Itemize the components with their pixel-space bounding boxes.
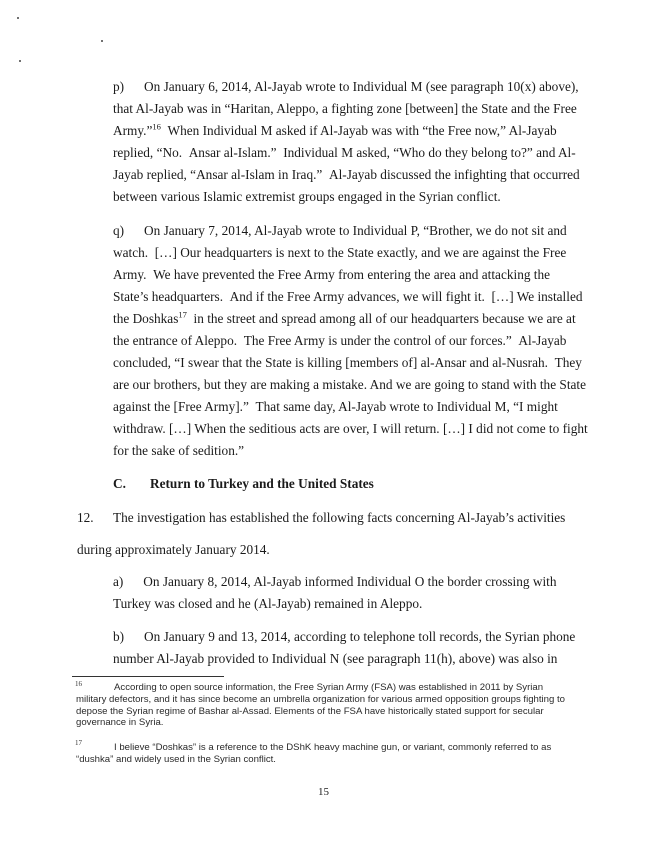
section-letter: C. <box>113 476 126 491</box>
footnote-body <box>76 742 551 766</box>
footnote-line: military defectors, and it has since become an umbrella organization for various armed opposition groups fighting to <box>76 693 566 705</box>
footnote-marker: 16 <box>75 680 82 688</box>
paragraph-line: number Al-Jayab provided to Individual N (see paragraph 11(h), above) was also in <box>113 651 558 666</box>
footnote-line: governance in Syria. <box>76 717 164 729</box>
footnote-separator <box>72 676 224 677</box>
footnote-line: I believe “Doshkas” is a reference to the DShK heavy machine gun, or variant, commonly referred to as <box>114 742 552 753</box>
paragraph-line: replied, “No. Ansar al-Islam.” Individual M asked, “Who do they belong to?” and Al- <box>113 145 576 160</box>
text-segment: the Doshkas <box>113 311 179 326</box>
footnote-ref-16: 16 <box>152 121 161 132</box>
paragraph-line: are our brothers, but they are making a mistake. And we are going to stand with the State <box>113 377 587 392</box>
footnote-line: “dushka” and widely used in the Syrian conflict. <box>76 753 276 765</box>
paragraph-line: The investigation has established the following facts concerning Al-Jayab’s activities <box>113 510 566 525</box>
page-number: 15 <box>318 786 329 798</box>
text-segment: When Individual M asked if Al-Jayab was with “the Free now,” Al-Jayab <box>160 123 557 138</box>
footnote-marker: 17 <box>75 739 82 747</box>
paragraph-line: between various Islamic extremist groups engaged in the Syrian conflict. <box>113 189 501 204</box>
paragraph-line: during approximately January 2014. <box>77 542 270 557</box>
section-title: Return to Turkey and the United States <box>150 476 374 491</box>
footnote-body <box>76 682 565 729</box>
scan-speck <box>17 17 19 19</box>
footnote-line: According to open source information, the Free Syrian Army (FSA) was established in 2011 by Syrian <box>114 682 544 693</box>
paragraph-line: p) On January 6, 2014, Al-Jayab wrote to Individual M (see paragraph 10(x) above), <box>113 79 579 94</box>
paragraph-line: b) On January 9 and 13, 2014, according to telephone toll records, the Syrian phone <box>113 629 576 644</box>
paragraph-line: q) On January 7, 2014, Al-Jayab wrote to Individual P, “Brother, we do not sit and <box>113 223 567 238</box>
paragraph-line: Turkey was closed and he (Al-Jayab) remained in Aleppo. <box>113 596 423 611</box>
text-segment: Army.” <box>113 123 153 138</box>
paragraph-line: withdraw. […] When the seditious acts are over, I will return. […] I did not come to fight <box>113 421 588 436</box>
footnote-ref-17: 17 <box>178 309 187 320</box>
paragraph-line: for the sake of sedition.” <box>113 443 245 458</box>
paragraph-line: watch. […] Our headquarters is next to the State exactly, and we are against the Free <box>113 245 567 260</box>
footnote-line: depose the Syrian regime of Bashar al-Assad. Elements of the FSA have historically stated support for secular <box>76 705 544 717</box>
paragraph-line <box>113 310 576 327</box>
paragraph-line: concluded, “I swear that the State is killing [members of] al-Ansar and al-Nusrah. They <box>113 355 582 370</box>
paragraph-line: a) On January 8, 2014, Al-Jayab informed Individual O the border crossing with <box>113 574 557 589</box>
paragraph-line: the entrance of Aleppo. The Free Army is under the control of our forces.” Al-Jayab <box>113 333 567 348</box>
scan-speck <box>101 40 103 42</box>
paragraph-line: Jayab replied, “Ansar al-Islam in Iraq.” Al-Jayab discussed the infighting that occurred <box>113 167 580 182</box>
paragraph-line <box>113 122 557 139</box>
paragraph-line: that Al-Jayab was in “Haritan, Aleppo, a fighting zone [between] the State and the Free <box>113 101 577 116</box>
paragraph-number: 12. <box>77 510 94 525</box>
paragraph-line: against the [Free Army].” That same day, Al-Jayab wrote to Individual M, “I might <box>113 399 558 414</box>
paragraph-line: State’s headquarters. And if the Free Army advances, we will fight it. […] We installed <box>113 289 583 304</box>
paragraph-line: Army. We have prevented the Free Army from entering the area and attacking the <box>113 267 551 282</box>
text-segment: in the street and spread among all of our headquarters because we are at <box>186 311 576 326</box>
scan-speck <box>19 60 21 62</box>
